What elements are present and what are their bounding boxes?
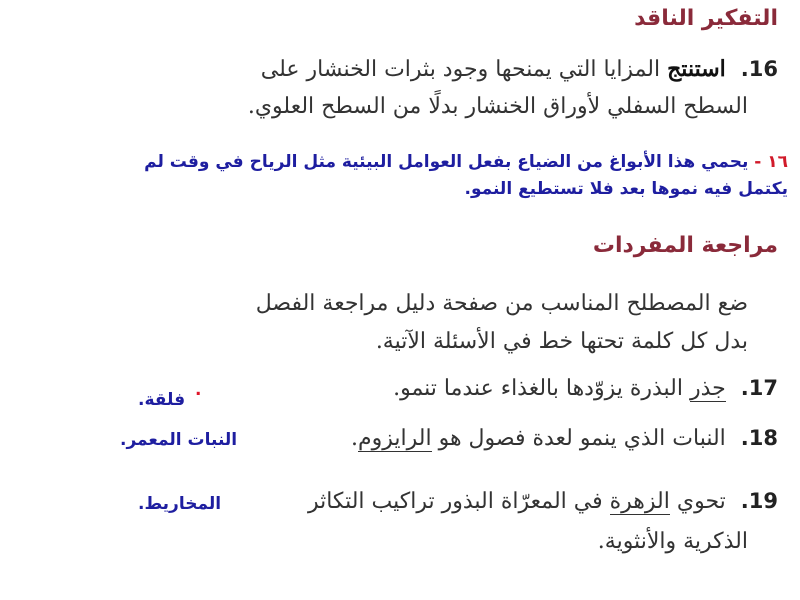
question-19-number: 19. — [740, 489, 778, 513]
answer-16-line2 — [18, 176, 788, 203]
question-19-line1 — [308, 484, 778, 519]
question-19-line2-text: الذكرية والأنثوية. — [597, 529, 748, 554]
answer-16-line1 — [18, 149, 788, 176]
vocab-intro-line1-text: ضع المصطلح المناسب من صفحة دليل مراجعة الفصل — [255, 291, 748, 316]
answer-19 — [138, 494, 221, 514]
question-18-number: 18. — [740, 426, 778, 450]
answer-17 — [138, 380, 202, 410]
answer-16 — [18, 149, 788, 203]
question-17-number: 17. — [740, 376, 778, 400]
question-18-text: النبات الذي ينمو لعدة فصول هو — [438, 426, 726, 451]
vocab-review-heading — [593, 233, 778, 258]
answer-16-text2: يكتمل فيه نموها بعد فلا تستطيع النمو. — [464, 179, 788, 199]
answer-19-text: المخاريط. — [138, 494, 222, 514]
answer-18-text: النبات المعمر. — [120, 430, 238, 450]
answer-17-dot: . — [195, 380, 202, 400]
question-16-line2-text: السطح السفلي لأوراق الخنشار بدلًا من السطح العلوي. — [247, 94, 748, 119]
answer-16-number: ١٦ - — [754, 152, 788, 172]
question-18-underlined: الرايزوم — [358, 426, 432, 451]
question-16-text: المزايا التي يمنحها وجود بثرات الخنشار على — [260, 57, 661, 82]
vocab-intro-line1 — [256, 287, 748, 321]
question-16-line2 — [248, 90, 748, 124]
answer-18 — [120, 430, 237, 450]
vocab-intro-line2-text: بدل كل كلمة تحتها خط في الأسئلة الآتية. — [375, 329, 748, 354]
question-19-before: تحوي — [676, 489, 726, 514]
question-16-line1 — [261, 52, 778, 87]
critical-thinking-heading-text: التفكير الناقد — [634, 6, 778, 31]
question-18 — [351, 421, 778, 456]
question-17-underlined: جذر — [690, 376, 726, 401]
vocab-review-heading-text: مراجعة المفردات — [592, 233, 778, 258]
question-19-text: في المعرّاة البذور تراكيب التكاثر — [307, 489, 603, 514]
question-19-underlined: الزهرة — [609, 489, 670, 514]
answer-17-text: فلقة. — [138, 390, 186, 410]
question-17-text: البذرة يزوّدها بالغذاء عندما تنمو. — [393, 376, 683, 401]
question-17 — [393, 371, 778, 406]
question-16-keyword: استنتج — [667, 56, 726, 82]
question-19-line2 — [598, 525, 748, 559]
question-18-period: . — [351, 426, 358, 451]
answer-16-text1: يحمي هذا الأبواغ من الضياع بفعل العوامل البيئية مثل الرياح في وقت لم — [144, 152, 749, 172]
critical-thinking-heading — [634, 6, 778, 31]
question-16-number: 16. — [740, 57, 778, 81]
vocab-intro-line2 — [376, 325, 748, 359]
